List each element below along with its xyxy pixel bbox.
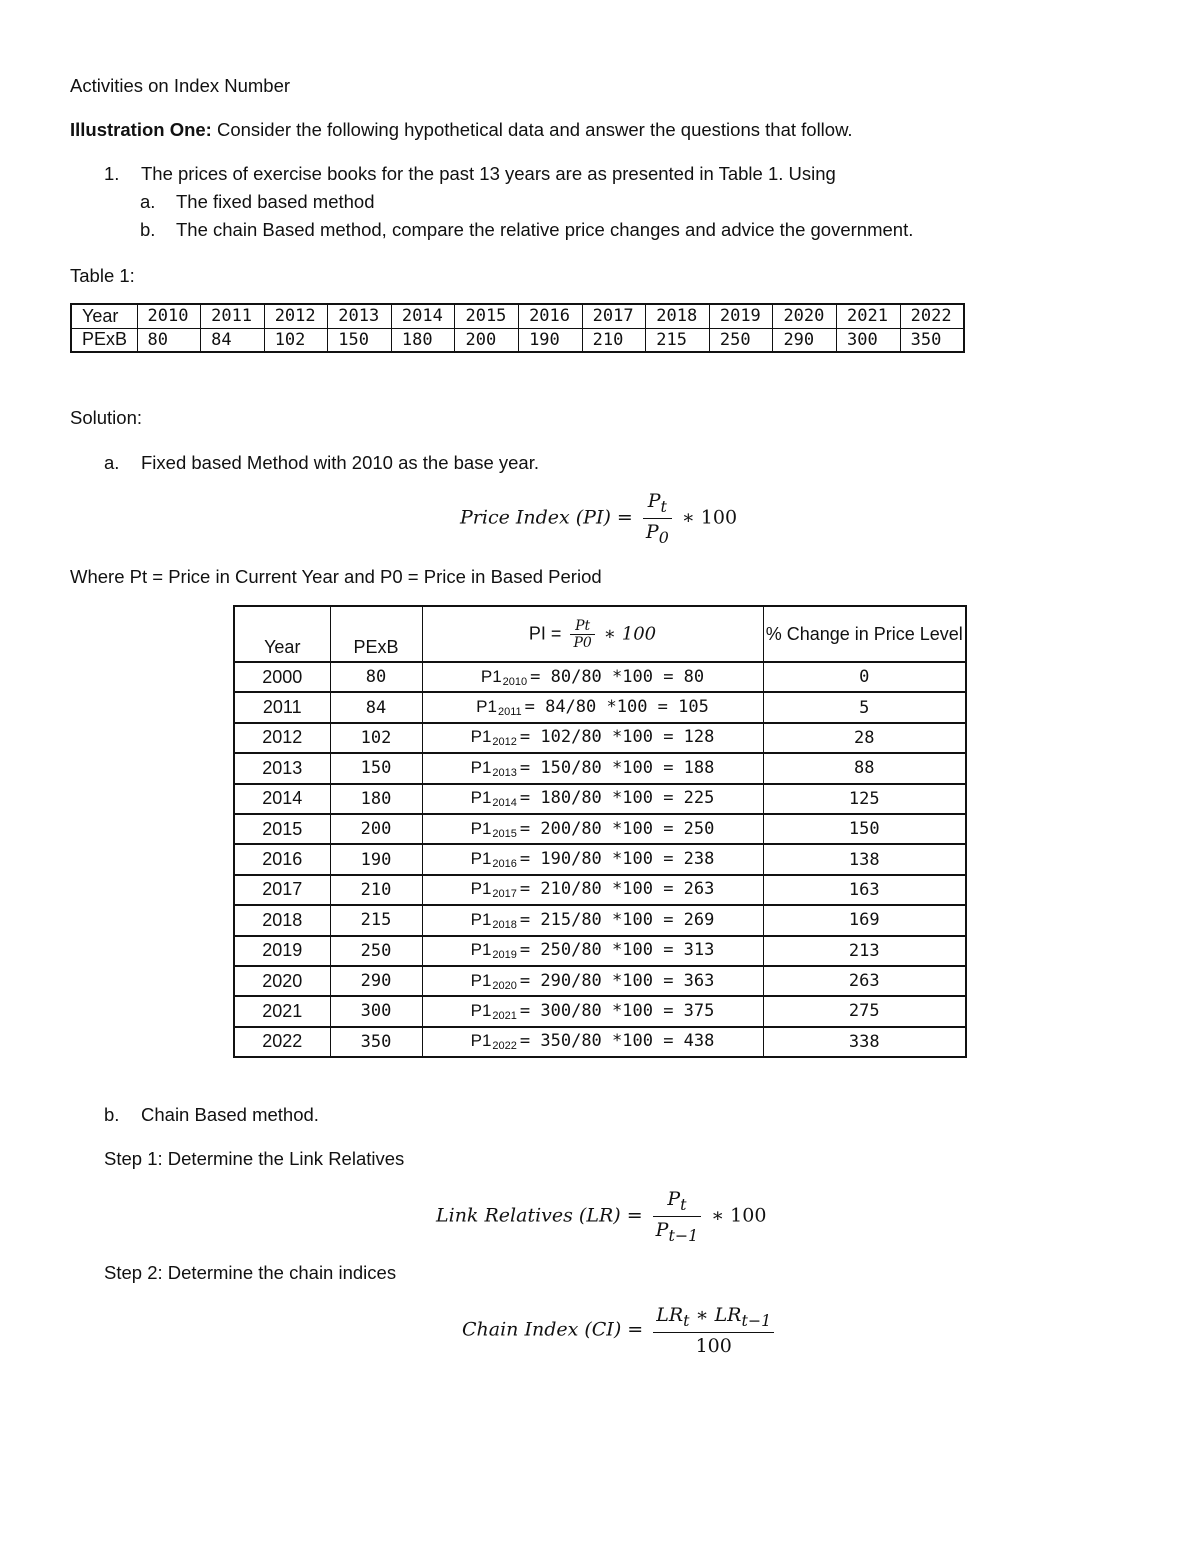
pi-label: P1: [470, 940, 492, 960]
pi-year-sub: 2012: [492, 736, 517, 749]
step1-text: Determine the Link Relatives: [167, 1148, 405, 1169]
pi-year-sub: 2017: [492, 888, 517, 901]
table2-header-price: PExB: [330, 606, 422, 662]
table1-cell: 290: [773, 328, 837, 352]
price-cell: 350: [330, 1027, 422, 1057]
pi-expression: = 150/80 *100 = 188: [519, 757, 715, 778]
table1-cell: 2014: [391, 304, 455, 328]
price-index-formula: [460, 490, 737, 547]
solution-a-text: Fixed based Method with 2010 as the base year.: [141, 452, 540, 473]
table1-price-row: [71, 328, 964, 352]
table1-cell: 2010: [137, 304, 201, 328]
formula1-num: P: [647, 490, 661, 512]
step-1: [104, 1148, 404, 1170]
pi-label: P1: [470, 757, 492, 777]
pi-label: P1: [476, 697, 497, 717]
pi-header-num: Pt: [570, 618, 594, 635]
table-row: [234, 875, 966, 905]
price-index-cell: [422, 1027, 763, 1057]
pi-year-sub: 2010: [502, 675, 528, 688]
table-row: [234, 844, 966, 874]
formula2-num-sub: t: [680, 1194, 687, 1214]
formula1-den: P: [645, 520, 659, 543]
q1-text: The prices of exercise books for the past 13 years are as presented in Table 1. Using: [141, 163, 836, 184]
price-index-cell: [422, 996, 763, 1026]
year-cell: 2021: [234, 996, 330, 1026]
change-cell: 213: [763, 936, 966, 966]
year-cell: 2014: [234, 784, 330, 814]
q1-number: 1.: [104, 163, 120, 184]
pi-label: P1: [470, 909, 492, 929]
formula1-lhs: Price Index (PI) =: [460, 506, 633, 529]
pi-year-sub: 2021: [492, 1009, 517, 1022]
chain-b-label: b.: [104, 1104, 120, 1125]
table1-cell: 2020: [773, 304, 837, 328]
price-index-cell: [422, 723, 763, 753]
formula1-den-sub: 0: [658, 527, 669, 547]
price-index-cell: [422, 692, 763, 722]
table1-cell: 80: [137, 328, 201, 352]
year-cell: 2020: [234, 966, 330, 996]
pi-expression: = 215/80 *100 = 269: [519, 909, 715, 930]
formula3-lhs: Chain Index (CI) =: [462, 1318, 644, 1341]
formula3-fraction: [653, 1304, 774, 1357]
year-cell: 2000: [234, 662, 330, 692]
table-row: [234, 966, 966, 996]
table1-cell: 2019: [709, 304, 773, 328]
pi-label: P1: [470, 1000, 492, 1020]
pi-expression: = 350/80 *100 = 438: [519, 1031, 715, 1052]
table-1: [70, 303, 965, 353]
pi-label: P1: [470, 818, 492, 838]
pi-label: P1: [480, 666, 502, 686]
formula2-num: P: [667, 1188, 681, 1210]
table1-cell: 102: [264, 328, 328, 352]
price-cell: 150: [330, 753, 422, 783]
table1-cell: 2017: [582, 304, 646, 328]
question-1: [104, 163, 836, 185]
pi-header-rhs: ∗ 100: [603, 622, 657, 644]
change-cell: 5: [763, 692, 966, 722]
table1-cell: 215: [646, 328, 710, 352]
pi-year-sub: 2014: [492, 797, 517, 810]
change-cell: 169: [763, 905, 966, 935]
table1-cell: 150: [328, 328, 392, 352]
table-2: [233, 605, 967, 1058]
price-cell: 190: [330, 844, 422, 874]
table-row: [234, 692, 966, 722]
pi-expression: = 300/80 *100 = 375: [519, 1000, 715, 1021]
formula2-lhs: Link Relatives (LR) =: [436, 1204, 643, 1227]
change-cell: 150: [763, 814, 966, 844]
year-cell: 2011: [234, 692, 330, 722]
table1-cell: 200: [455, 328, 519, 352]
price-index-cell: [422, 753, 763, 783]
pi-expression: = 200/80 *100 = 250: [519, 818, 715, 839]
price-index-cell: [422, 936, 763, 966]
pi-year-sub: 2011: [497, 706, 522, 719]
price-cell: 215: [330, 905, 422, 935]
pi-year-sub: 2018: [492, 918, 517, 931]
table1-cell: 2021: [837, 304, 901, 328]
formula3-num-a-sub: t: [683, 1310, 690, 1330]
pi-expression: = 80/80 *100 = 80: [530, 666, 705, 687]
price-cell: 210: [330, 875, 422, 905]
step2-text: Determine the chain indices: [167, 1262, 397, 1283]
table2-header-pi: [422, 606, 763, 662]
pi-year-sub: 2020: [492, 979, 517, 992]
pi-label: P1: [470, 788, 492, 808]
illustration-label: Illustration One:: [70, 119, 212, 140]
change-cell: 263: [763, 966, 966, 996]
q1a-label: a.: [140, 191, 156, 212]
pi-header-lhs: PI =: [528, 622, 562, 643]
pi-label: P1: [470, 849, 492, 869]
table-row: [234, 723, 966, 753]
pi-expression: = 290/80 *100 = 363: [519, 970, 715, 991]
solution-heading: Solution:: [70, 407, 142, 428]
table1-row-label: Year: [71, 304, 137, 328]
price-cell: 102: [330, 723, 422, 753]
solution-a-label: a.: [104, 452, 120, 473]
price-cell: 300: [330, 996, 422, 1026]
pi-label: P1: [470, 970, 492, 990]
chain-b-text: Chain Based method.: [141, 1104, 319, 1125]
price-index-cell: [422, 966, 763, 996]
table1-cell: 2018: [646, 304, 710, 328]
table-row: [234, 753, 966, 783]
formula2-fraction: [653, 1188, 702, 1245]
change-cell: 28: [763, 723, 966, 753]
formula3-num-b-sub: t−1: [741, 1310, 772, 1330]
price-index-cell: [422, 662, 763, 692]
table-row: [234, 814, 966, 844]
pi-expression: = 250/80 *100 = 313: [519, 940, 715, 961]
table1-cell: 300: [837, 328, 901, 352]
table2-header-change: % Change in Price Level: [763, 606, 966, 662]
formula1-fraction: [643, 490, 672, 547]
q1a-text: The fixed based method: [176, 191, 375, 212]
table2-header-year: Year: [234, 606, 330, 662]
pi-label: P1: [470, 1031, 492, 1051]
price-cell: 180: [330, 784, 422, 814]
table1-cell: 2015: [455, 304, 519, 328]
change-cell: 138: [763, 844, 966, 874]
pi-year-sub: 2022: [492, 1040, 517, 1053]
year-cell: 2017: [234, 875, 330, 905]
document-title: Activities on Index Number: [70, 75, 291, 96]
table-row: [234, 1027, 966, 1057]
link-relatives-formula: [436, 1188, 766, 1245]
change-cell: 125: [763, 784, 966, 814]
year-cell: 2019: [234, 936, 330, 966]
chain-index-formula: [462, 1304, 778, 1357]
price-cell: 250: [330, 936, 422, 966]
table-row: [234, 662, 966, 692]
formula3-num-op: ∗: [695, 1304, 709, 1326]
change-cell: 0: [763, 662, 966, 692]
formula1-num-sub: t: [660, 496, 667, 516]
price-index-cell: [422, 875, 763, 905]
formula3-den: 100: [695, 1334, 732, 1357]
change-cell: 275: [763, 996, 966, 1026]
table1-cell: 2012: [264, 304, 328, 328]
illustration-text: Consider the following hypothetical data and answer the questions that follow.: [216, 119, 853, 140]
change-cell: 338: [763, 1027, 966, 1057]
formula2-rhs: ∗ 100: [711, 1204, 767, 1227]
pi-expression: = 190/80 *100 = 238: [519, 849, 715, 870]
year-cell: 2015: [234, 814, 330, 844]
change-cell: 163: [763, 875, 966, 905]
table1-cell: 250: [709, 328, 773, 352]
q1b-text: The chain Based method, compare the relative price changes and advice the government.: [176, 219, 914, 240]
pi-expression: = 102/80 *100 = 128: [519, 727, 715, 748]
table1-cell: 180: [391, 328, 455, 352]
pi-year-sub: 2013: [492, 766, 517, 779]
pi-header-fraction: [570, 618, 594, 651]
formula2-den: P: [655, 1218, 669, 1241]
price-index-cell: [422, 905, 763, 935]
table-row: [234, 784, 966, 814]
price-cell: 84: [330, 692, 422, 722]
pi-year-sub: 2019: [492, 949, 517, 962]
where-text: Where Pt = Price in Current Year and P0 = Price in Based Period: [70, 566, 602, 587]
year-cell: 2013: [234, 753, 330, 783]
formula1-rhs: ∗ 100: [681, 506, 738, 529]
pi-year-sub: 2016: [492, 858, 517, 871]
chain-b: [104, 1104, 319, 1126]
pi-label: P1: [470, 879, 492, 899]
table1-cell: 2011: [201, 304, 265, 328]
table1-cell: 210: [582, 328, 646, 352]
pi-expression: = 180/80 *100 = 225: [519, 788, 715, 809]
question-1b: [140, 219, 914, 241]
table1-cell: 2013: [328, 304, 392, 328]
pi-expression: = 84/80 *100 = 105: [524, 697, 709, 718]
illustration-line: [70, 119, 853, 141]
year-cell: 2016: [234, 844, 330, 874]
price-index-cell: [422, 844, 763, 874]
table1-row-label: PExB: [71, 328, 137, 352]
table-row: [234, 936, 966, 966]
pi-header-den: P0: [573, 634, 592, 651]
year-cell: 2018: [234, 905, 330, 935]
step-2: [104, 1262, 396, 1284]
year-cell: 2012: [234, 723, 330, 753]
table1-year-row: [71, 304, 964, 328]
price-index-cell: [422, 814, 763, 844]
solution-a: [104, 452, 540, 474]
table1-caption: Table 1:: [70, 265, 135, 286]
table1-cell: 190: [519, 328, 583, 352]
price-cell: 200: [330, 814, 422, 844]
price-cell: 290: [330, 966, 422, 996]
table-row: [234, 996, 966, 1026]
change-cell: 88: [763, 753, 966, 783]
pi-expression: = 210/80 *100 = 263: [519, 879, 715, 900]
step2-label: Step 2:: [104, 1262, 163, 1283]
table1-cell: 2016: [519, 304, 583, 328]
q1b-label: b.: [140, 219, 156, 240]
table-row: [234, 905, 966, 935]
pi-label: P1: [470, 727, 492, 747]
price-cell: 80: [330, 662, 422, 692]
step1-label: Step 1:: [104, 1148, 163, 1169]
question-1a: [140, 191, 375, 213]
table1-cell: 2022: [900, 304, 964, 328]
pi-year-sub: 2015: [492, 827, 517, 840]
formula3-num-b: LR: [714, 1304, 742, 1326]
price-index-cell: [422, 784, 763, 814]
formula3-num-a: LR: [656, 1304, 684, 1326]
table1-cell: 84: [201, 328, 265, 352]
table2-header-row: [234, 606, 966, 662]
year-cell: 2022: [234, 1027, 330, 1057]
formula2-den-sub: t−1: [668, 1225, 699, 1245]
table1-cell: 350: [900, 328, 964, 352]
